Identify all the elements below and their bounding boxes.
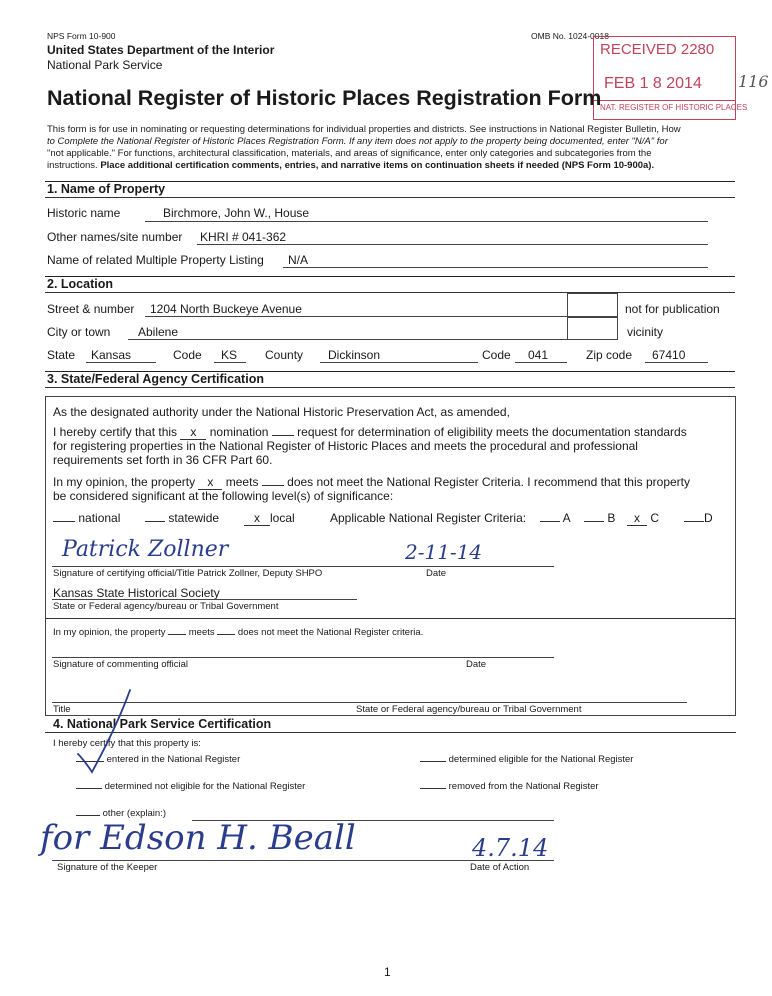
stamp-received: RECEIVED 2280: [600, 41, 715, 58]
intro-line-4b: Place additional certification comments, entries, and narrative items on continuation sheets if needed (NPS Form 10-900a).: [100, 160, 655, 171]
option-other: other (explain:): [76, 808, 166, 819]
vicinity-label: vicinity: [627, 325, 664, 339]
city-label: City or town: [47, 325, 111, 339]
county-code-label: Code: [482, 348, 511, 362]
city-value: Abilene: [138, 325, 179, 339]
street-value: 1204 North Buckeye Avenue: [150, 302, 302, 316]
received-stamp: [593, 36, 748, 120]
agency-label: State or Federal agency/bureau or Tribal Government: [53, 601, 279, 612]
mpl-label: Name of related Multiple Property Listing: [47, 253, 264, 267]
level-local: x local: [244, 511, 295, 526]
street-label: Street & number: [47, 302, 135, 316]
commenting-signature-label: Signature of commenting official: [53, 659, 189, 670]
authority-text: As the designated authority under the National Historic Preservation Act, as amended,: [53, 405, 510, 419]
form-number: NPS Form 10-900: [47, 31, 116, 41]
certify-line-3: requirements set forth in 36 CFR Part 60.: [53, 453, 273, 467]
criteria-c: x C: [627, 511, 659, 526]
opinion-line-2: be considered significant at the following level(s) of significance:: [53, 489, 394, 503]
omb-number: OMB No. 1024-0018: [531, 31, 609, 41]
form-title: National Register of Historic Places Registration Form: [47, 86, 602, 110]
not-for-publication-checkbox: [567, 293, 618, 317]
title-agency-label: State or Federal agency/bureau or Tribal Government: [356, 704, 582, 715]
zip-value: 67410: [652, 348, 686, 362]
title-label: Title: [53, 704, 71, 715]
commenting-date-label: Date: [466, 659, 487, 670]
page-number: 1: [384, 965, 391, 979]
level-national: national: [53, 511, 120, 525]
option-not-eligible: determined not eligible for the National Register: [76, 781, 305, 792]
certifying-date-label: Date: [426, 568, 447, 579]
not-for-publication-label: not for publication: [625, 302, 720, 316]
agency-value: Kansas State Historical Society: [53, 586, 220, 600]
certifying-date-handwritten: 2-11-14: [405, 540, 483, 564]
section1-title: 1. Name of Property: [47, 182, 166, 196]
service-name: National Park Service: [47, 58, 163, 72]
option-eligible: determined eligible for the National Register: [420, 754, 633, 765]
stamp-date: FEB 1 8 2014: [604, 75, 702, 92]
state-code-label: Code: [173, 348, 202, 362]
intro-line-3: "not applicable." For functions, architectural classification, materials, and areas of significance, enter only categories and subcategories from the: [47, 148, 652, 159]
certify-line-1: I hereby certify that this x nomination request for determination of eligibility meets the documentation standards: [53, 425, 687, 439]
stamp-register: NAT. REGISTER OF HISTORIC PLACES: [600, 103, 748, 112]
other-names-label: Other names/site number: [47, 230, 183, 244]
certifying-signature: Patrick Zollner: [62, 537, 229, 562]
nps-certify-text: I hereby certify that this property is:: [53, 738, 201, 749]
intro-line-1: This form is for use in nominating or requesting determinations for individual properties and districts. See instructions in National Register Bulletin, How: [47, 124, 681, 135]
mpl-value: N/A: [288, 253, 309, 267]
county-code-value: 041: [528, 348, 549, 362]
county-label: County: [265, 348, 304, 362]
keeper-signature: for Edson H. Beall: [40, 818, 356, 858]
comment-opinion: In my opinion, the property meets does not meet the National Register criteria.: [53, 627, 424, 638]
action-date-handwritten: 4.7.14: [472, 834, 549, 862]
section2-title: 2. Location: [47, 277, 113, 291]
county-value: Dickinson: [328, 348, 381, 362]
section3-title: 3. State/Federal Agency Certification: [47, 372, 264, 386]
state-value: Kansas: [91, 348, 132, 362]
certifying-signature-label: Signature of certifying official/Title Patrick Zollner, Deputy SHPO: [53, 568, 323, 579]
department-name: United States Department of the Interior: [47, 43, 275, 57]
historic-name-label: Historic name: [47, 206, 121, 220]
section4-title: 4. National Park Service Certification: [53, 717, 272, 731]
level-statewide: statewide: [145, 511, 219, 525]
checkmark-stroke-icon: [60, 688, 140, 778]
intro-line-2: to Complete the National Register of Historic Places Registration Form. If any item does not apply to the property being documented, enter "N/A" for: [47, 136, 668, 147]
option-entered: entered in the National Register: [76, 754, 240, 765]
state-label: State: [47, 348, 76, 362]
historic-name-value: Birchmore, John W., House: [163, 206, 310, 220]
vicinity-checkbox: [567, 317, 618, 340]
keeper-signature-label: Signature of the Keeper: [57, 862, 158, 873]
criteria-a: A: [540, 511, 571, 525]
certify-line-2: for registering properties in the National Register of Historic Places and meets the procedural and professional: [53, 439, 638, 453]
criteria-d: D: [684, 511, 713, 525]
criteria-label: Applicable National Register Criteria:: [330, 511, 527, 525]
zip-label: Zip code: [586, 348, 633, 362]
opinion-line-1: In my opinion, the property x meets does not meet the National Register Criteria. I recommend that this property: [53, 475, 690, 489]
option-removed: removed from the National Register: [420, 781, 599, 792]
intro-line-4a: instructions.: [47, 160, 98, 171]
state-code-value: KS: [221, 348, 238, 362]
other-names-value: KHRI # 041-362: [200, 230, 287, 244]
margin-note: 116: [738, 72, 769, 91]
criteria-b: B: [584, 511, 615, 525]
action-date-label: Date of Action: [470, 862, 530, 873]
